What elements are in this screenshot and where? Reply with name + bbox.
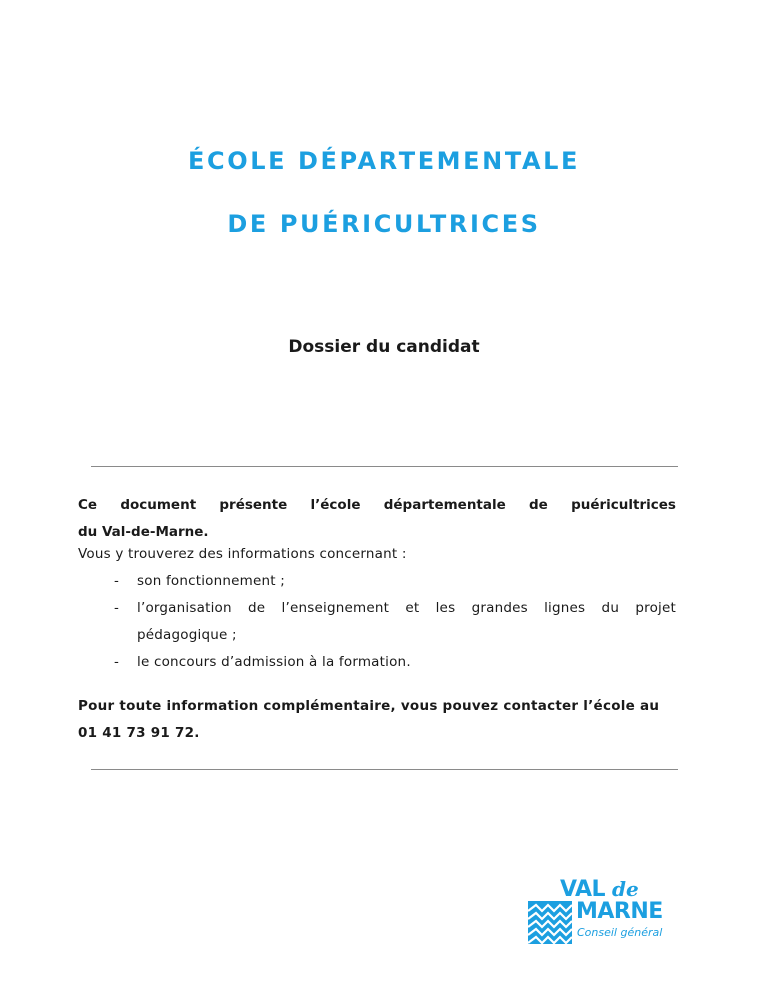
document-title-line-1: ÉCOLE DÉPARTEMENTALE [187,147,581,175]
list-item [78,568,676,595]
logo-marne-text: MARNE [576,899,663,924]
list-item-word: lignes [544,600,586,616]
list-item-word: l’organisation [137,600,232,616]
val-de-marne-logo [528,878,680,944]
val-de-marne-emblem-icon [528,901,572,944]
list-item-word: grandes [471,600,528,616]
list-item-word: de [248,600,266,616]
intro-paragraph [78,492,676,546]
contact-phone: 01 41 73 91 72. [78,725,200,741]
list-item-text [137,595,676,622]
list-dash: - [114,654,120,670]
list-item [78,595,676,649]
logo-val-text: VAL [560,877,606,902]
list-item-text: son fonctionnement ; [137,573,285,589]
topics-list [78,568,676,676]
list-item-word: les [435,600,456,616]
logo-de-text: de [612,877,639,901]
list-dash: - [114,600,120,616]
intro-word: présente [219,497,288,513]
document-subtitle: Dossier du candidat [288,337,480,357]
intro-word: document [120,497,197,513]
intro-line-1 [78,492,676,519]
list-item [78,649,676,676]
intro-line-2: du Val-de-Marne. [78,524,209,540]
list-item-text-continued: pédagogique ; [137,627,237,643]
intro-word: l’école [310,497,361,513]
logo-conseil-general-text: Conseil général [577,926,663,939]
intro-word: départementale [383,497,506,513]
intro-word: puéricultrices [571,497,676,513]
intro-word: de [529,497,548,513]
list-item-word: et [405,600,420,616]
list-item-word: du [601,600,620,616]
contact-line-1: Pour toute information complémentaire, vous pouvez contacter l’école au [78,698,660,714]
list-dash: - [114,573,120,589]
contact-paragraph [78,693,676,747]
list-item-word: projet [635,600,676,616]
top-divider [91,466,678,467]
intro-word: Ce [78,497,98,513]
document-title-line-2: DE PUÉRICULTRICES [227,210,541,238]
bottom-divider [91,769,678,770]
list-item-word: l’enseignement [281,600,390,616]
lead-text: Vous y trouverez des informations concernant : [78,546,407,562]
list-item-text: le concours d’admission à la formation. [137,654,411,670]
